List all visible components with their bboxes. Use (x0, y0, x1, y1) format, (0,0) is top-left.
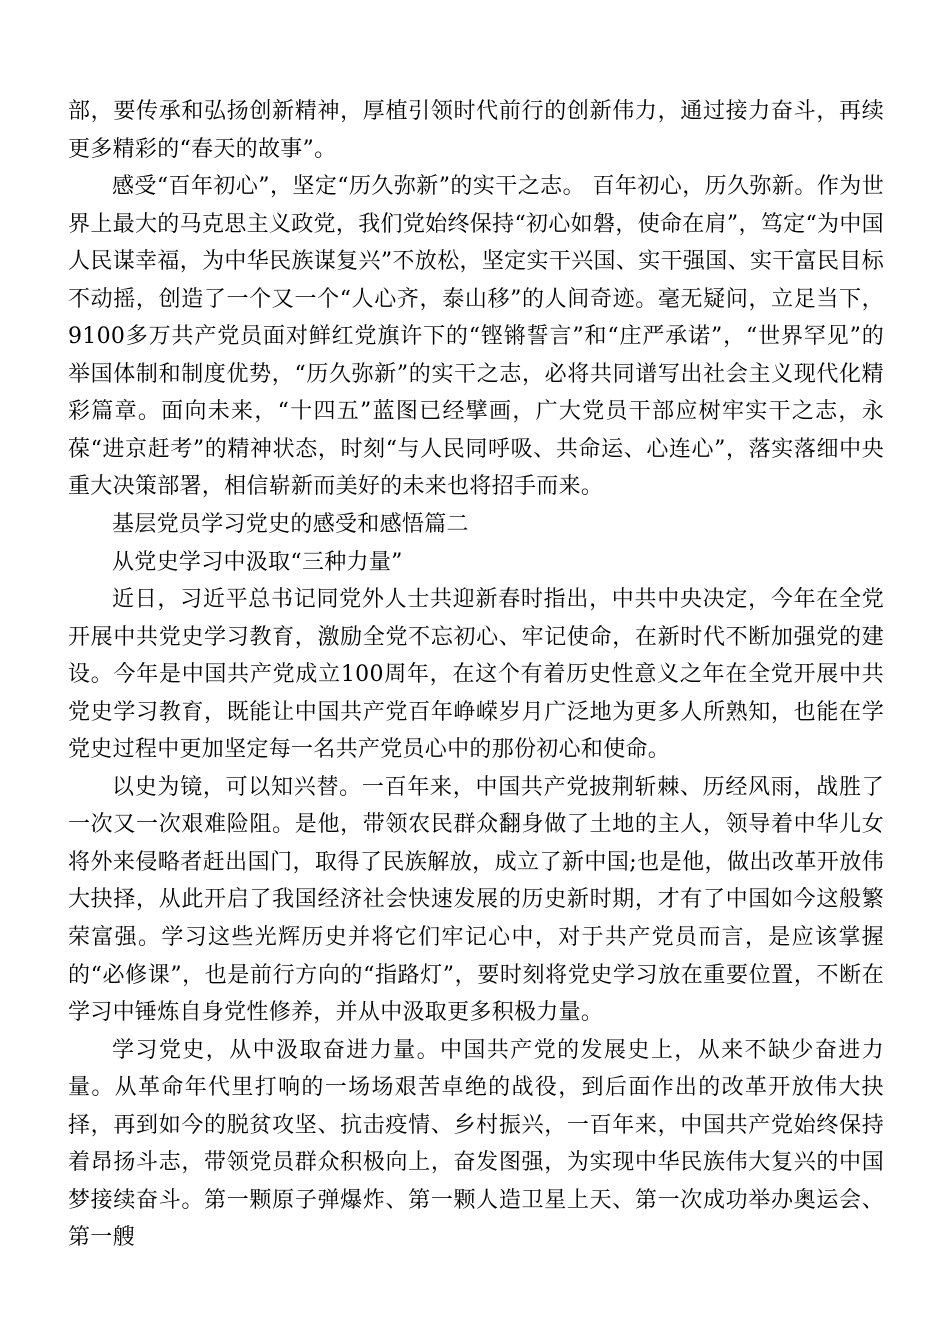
article-title: 从党史学习中汲取“三种力量” (112, 549, 403, 575)
section-title: 基层党员学习党史的感受和感悟篇二 (112, 512, 469, 538)
paragraph-history-mirror: 以史为镜，可以知兴替。一百年来，中国共产党披荆斩棘、历经风雨，战胜了一次又一次艰难险阻。是他，带领农民群众翻身做了土地的主人，领导着中华儿女将外来侵略者赶出国门，取得了民族解放，成立了新中国;也是他，做出改革开放伟大抉择，从此开启了我国经济社会快速发展的历史新时期，才有了中国如今这般繁荣富强。学习这些光辉历史并将它们牢记心中，对于共产党员而言，是应该掌握的“必修课”，也是前行方向的“指路灯”，要时刻将党史学习放在重要位置，不断在学习中锤炼自身党性修养，并从中汲取更多积极力量。 (68, 774, 884, 1026)
paragraph-intro: 近日，习近平总书记同党外人士共迎新春时指出，中共中央决定，今年在全党开展中共党史学习教育，激励全党不忘初心、牢记使命，在新时代不断加强党的建设。今年是中国共产党成立100周年，在这个有着历史性意义之年在全党开展中共党史学习教育，既能让中国共产党百年峥嵘岁月广泛地为更多人所熟知，也能在学党史过程中更加坚定每一名共产党员心中的那份初心和使命。 (68, 587, 884, 763)
body-text (68, 93, 884, 1257)
paragraph-centennial-aspiration: 感受“百年初心”，坚定“历久弥新”的实干之志。 百年初心，历久弥新。作为世界上最大的马克思主义政党，我们党始终保持“初心如磐，使命在肩”，笃定“为中国人民谋幸福，为中华民族谋复兴”不放松，坚定实干兴国、实干强国、实干富民目标不动摇，创造了一个又一个“人心齐，泰山移”的人间奇迹。毫无疑问，立足当下，9100多万共产党员面对鲜红党旗许下的“铿锵誓言”和“庄严承诺”，“世界罕见”的举国体制和制度优势，“历久弥新”的实干之志，必将共同谱写出社会主义现代化精彩篇章。面向未来，“十四五”蓝图已经擘画，广大党员干部应树牢实干之志，永葆“进京赶考”的精神状态，时刻“与人民同呼吸、共命运、心连心”，落实落细中央重大决策部署，相信崭新而美好的未来也将招手而来。 (68, 174, 884, 500)
paragraph-striving-strength: 学习党史，从中汲取奋进力量。中国共产党的发展史上，从来不缺少奋进力量。从革命年代里打响的一场场艰苦卓绝的战役，到后面作出的改革开放伟大抉择，再到如今的脱贫攻坚、抗击疫情、乡村振兴，一百年来，中国共产党始终保持着昂扬斗志，带领党员群众积极向上，奋发图强，为实现中华民族伟大复兴的中国梦接续奋斗。第一颗原子弹爆炸、第一颗人造卫星上天、第一次成功举办奥运会、第一艘 (68, 1037, 884, 1251)
paragraph-continued: 部，要传承和弘扬创新精神，厚植引领时代前行的创新伟力，通过接力奋斗，再续更多精彩的“春天的故事”。 (68, 99, 884, 162)
